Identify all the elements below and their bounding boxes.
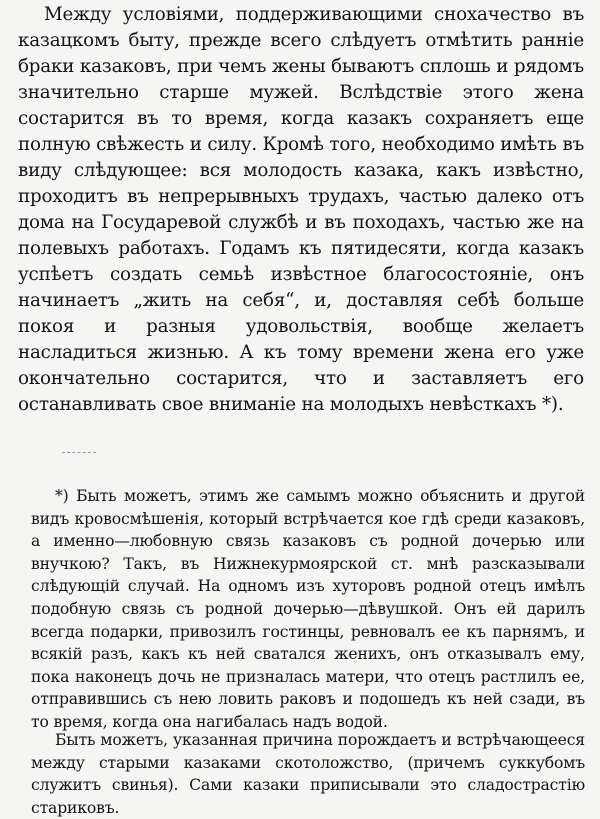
- footnote-paragraph-2: Быть можетъ, указанная причина порождаетъ и встрѣчающееся между старыми казаками скотоложство, (причемъ суккубомъ служитъ свинья). Сами казаки приписывали это сладострастію стариковъ.: [31, 731, 585, 817]
- footnote-divider: [62, 452, 96, 453]
- main-paragraph: Между условіями, поддерживающими снохачество въ казацкомъ быту, прежде всего слѣдуетъ отмѣтить ранніе браки казаковъ, при чемъ жены бываютъ сплошь и рядомъ значительно старше мужей. Вслѣдствіе этого жена состарится въ то время, когда казакъ сохраняетъ еще полную свѣжесть и силу. Кромѣ того, необходимо имѣть въ виду слѣдующее: вся молодость казака, какъ извѣстно, проходитъ въ непрерывныхъ трудахъ, частью далеко отъ дома на Государевой службѣ и въ походахъ, частью же на полевыхъ работахъ. Годамъ къ пятидесяти, когда казакъ успѣетъ создать семьѣ извѣстное благосостояніе, онъ начинаетъ „жить на себя“, и, доставляя себѣ больше покоя и разныя удовольствія, вообще желаетъ насладиться жизнью. А къ тому времени жена его уже окончательно состарится, что и заставляетъ его останавливать свое вниманіе на молодыхъ невѣсткахъ *).: [18, 4, 584, 415]
- footnote-paragraph-1: *) Быть можетъ, этимъ же самымъ можно объяснить и другой видъ кровосмѣшенія, который встрѣчается кое гдѣ среди казаковъ, а именно—любовную связь казаковъ съ родной дочерью или внучкою? Такъ, въ Нижнекурмоярской ст. мнѣ разсказывали слѣдующій случай. На одномъ изъ хуторовъ родной отецъ имѣлъ подобную связь съ родной дочерью—дѣвушкой. Онъ ей дарилъ всегда подарки, привозилъ гостинцы, ревновалъ ее къ парнямъ, и всякій разъ, какъ къ ней сватался женихъ, онъ отказывалъ ему, пока наконецъ дочь не призналась матери, что отецъ растлилъ ее, отправившись съ нею ловить раковъ и подошедъ къ ней сзади, въ то время, когда она нагибалась надъ водой.: [31, 487, 585, 731]
